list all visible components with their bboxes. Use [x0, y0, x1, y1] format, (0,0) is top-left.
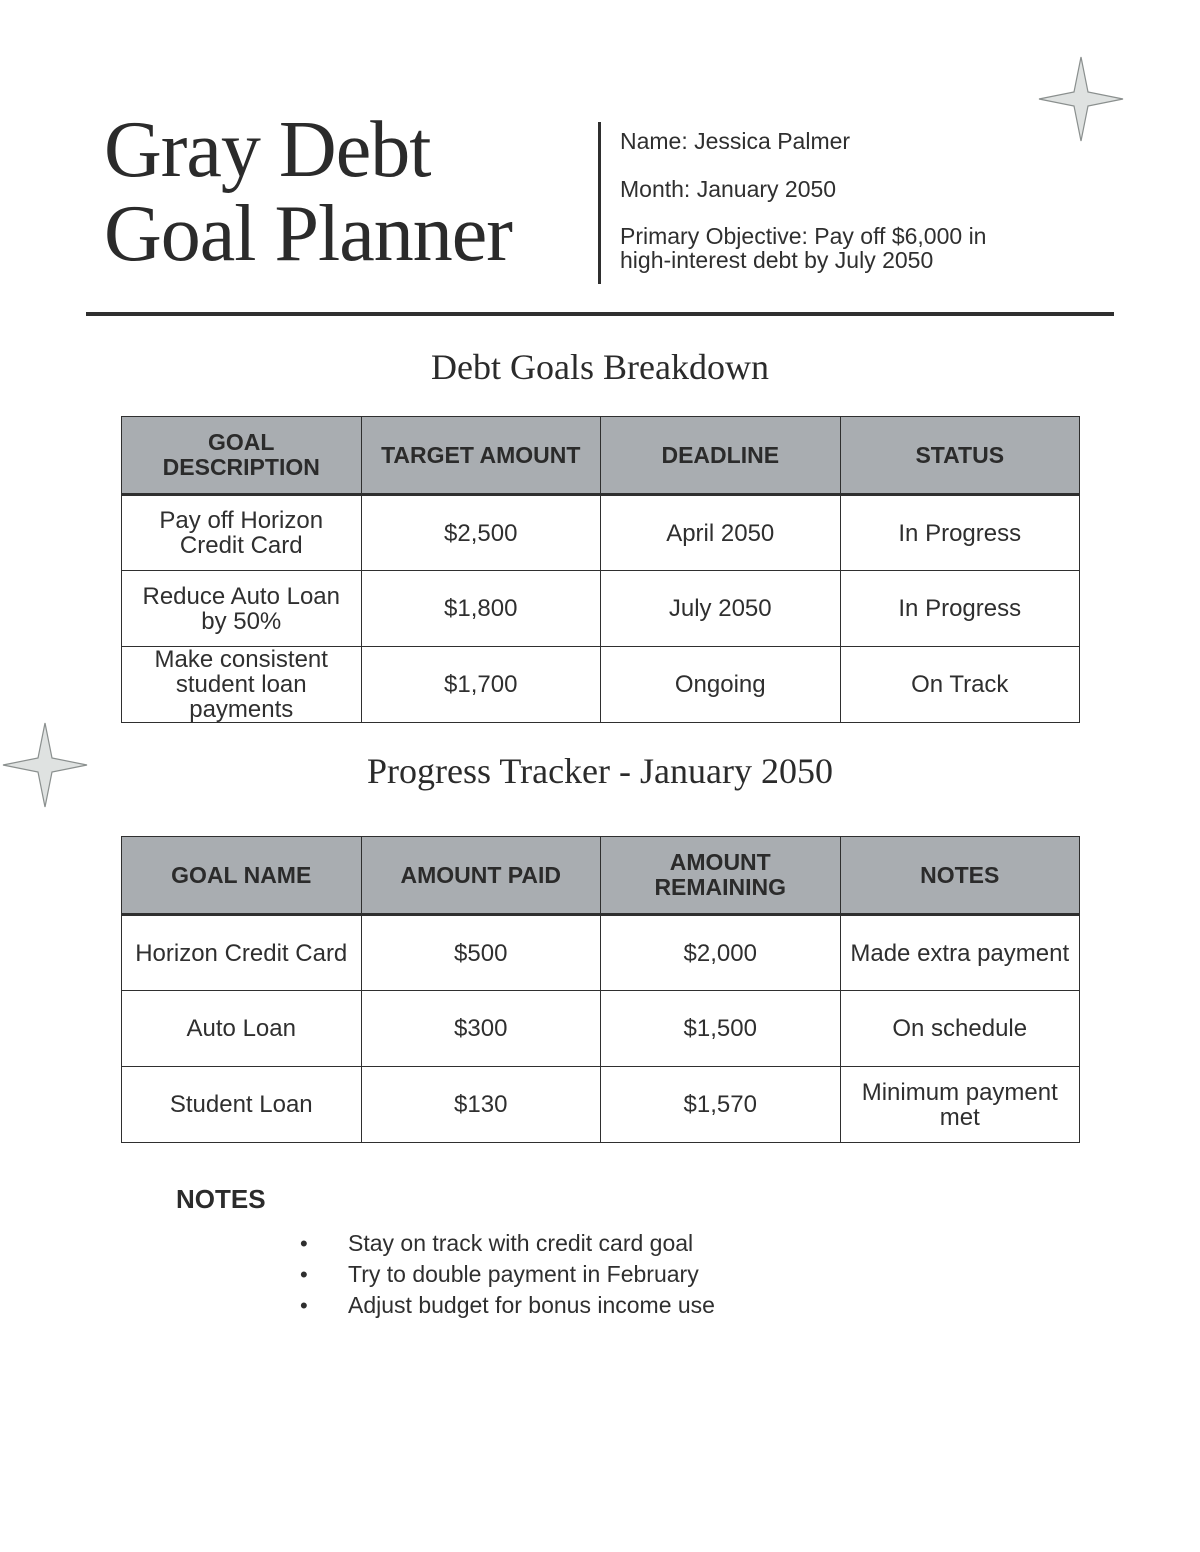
deadline-cell: Ongoing: [601, 647, 841, 723]
objective-line: [620, 224, 1060, 272]
amount-paid-cell: $500: [361, 915, 601, 991]
table-row: [122, 495, 1080, 571]
notes-list: [300, 1228, 715, 1321]
deadline-cell: July 2050: [601, 571, 841, 647]
table-header-row: [122, 417, 1080, 495]
title-line-1: Gray Debt: [104, 106, 431, 194]
list-item: • Try to double payment in February: [300, 1259, 715, 1290]
debt-goals-table: [121, 416, 1080, 723]
status-cell: In Progress: [840, 495, 1080, 571]
title-line-2: Goal Planner: [104, 190, 512, 278]
list-item: • Adjust budget for bonus income use: [300, 1290, 715, 1321]
progress-tracker-title: Progress Tracker - January 2050: [367, 751, 833, 791]
goal-name-cell: Student Loan: [122, 1067, 362, 1143]
debt-goals-title: Debt Goals Breakdown: [431, 347, 769, 387]
goal-name-cell: Auto Loan: [122, 991, 362, 1067]
table-row: [122, 915, 1080, 991]
objective-line-2: high-interest debt by July 2050: [620, 247, 934, 273]
goal-description-cell: Make consistent student loan payments: [122, 647, 362, 723]
status-cell: In Progress: [840, 571, 1080, 647]
table-row: [122, 571, 1080, 647]
progress-tracker-table: [121, 836, 1080, 1143]
notes-cell: Minimum payment met: [840, 1067, 1080, 1143]
column-header: GOAL NAME: [122, 837, 362, 915]
list-item: • Stay on track with credit card goal: [300, 1228, 715, 1259]
column-header: GOAL DESCRIPTION: [122, 417, 362, 495]
table-row: [122, 1067, 1080, 1143]
page-title: [104, 108, 512, 276]
column-header: DEADLINE: [601, 417, 841, 495]
month-line: Month: January 2050: [620, 176, 837, 202]
objective-line-1: Primary Objective: Pay off $6,000 in: [620, 223, 987, 249]
goal-name-cell: Horizon Credit Card: [122, 915, 362, 991]
column-header: NOTES: [840, 837, 1080, 915]
target-amount-cell: $2,500: [361, 495, 601, 571]
notes-cell: On schedule: [840, 991, 1080, 1067]
target-amount-cell: $1,800: [361, 571, 601, 647]
target-amount-cell: $1,700: [361, 647, 601, 723]
goal-description-cell: Pay off Horizon Credit Card: [122, 495, 362, 571]
column-header: TARGET AMOUNT: [361, 417, 601, 495]
table-header-row: [122, 837, 1080, 915]
table-row: [122, 647, 1080, 723]
amount-remaining-cell: $2,000: [601, 915, 841, 991]
header-divider: [598, 122, 601, 284]
column-header: STATUS: [840, 417, 1080, 495]
amount-paid-cell: $300: [361, 991, 601, 1067]
notes-cell: Made extra payment: [840, 915, 1080, 991]
amount-paid-cell: $130: [361, 1067, 601, 1143]
goal-description-cell: Reduce Auto Loan by 50%: [122, 571, 362, 647]
planner-info: [620, 128, 1060, 294]
amount-remaining-cell: $1,570: [601, 1067, 841, 1143]
deadline-cell: April 2050: [601, 495, 841, 571]
header-rule: [86, 312, 1114, 316]
column-header: AMOUNT REMAINING: [601, 837, 841, 915]
name-line: Name: Jessica Palmer: [620, 128, 851, 154]
table-row: [122, 991, 1080, 1067]
status-cell: On Track: [840, 647, 1080, 723]
amount-remaining-cell: $1,500: [601, 991, 841, 1067]
column-header: AMOUNT PAID: [361, 837, 601, 915]
notes-heading: NOTES: [176, 1184, 266, 1214]
